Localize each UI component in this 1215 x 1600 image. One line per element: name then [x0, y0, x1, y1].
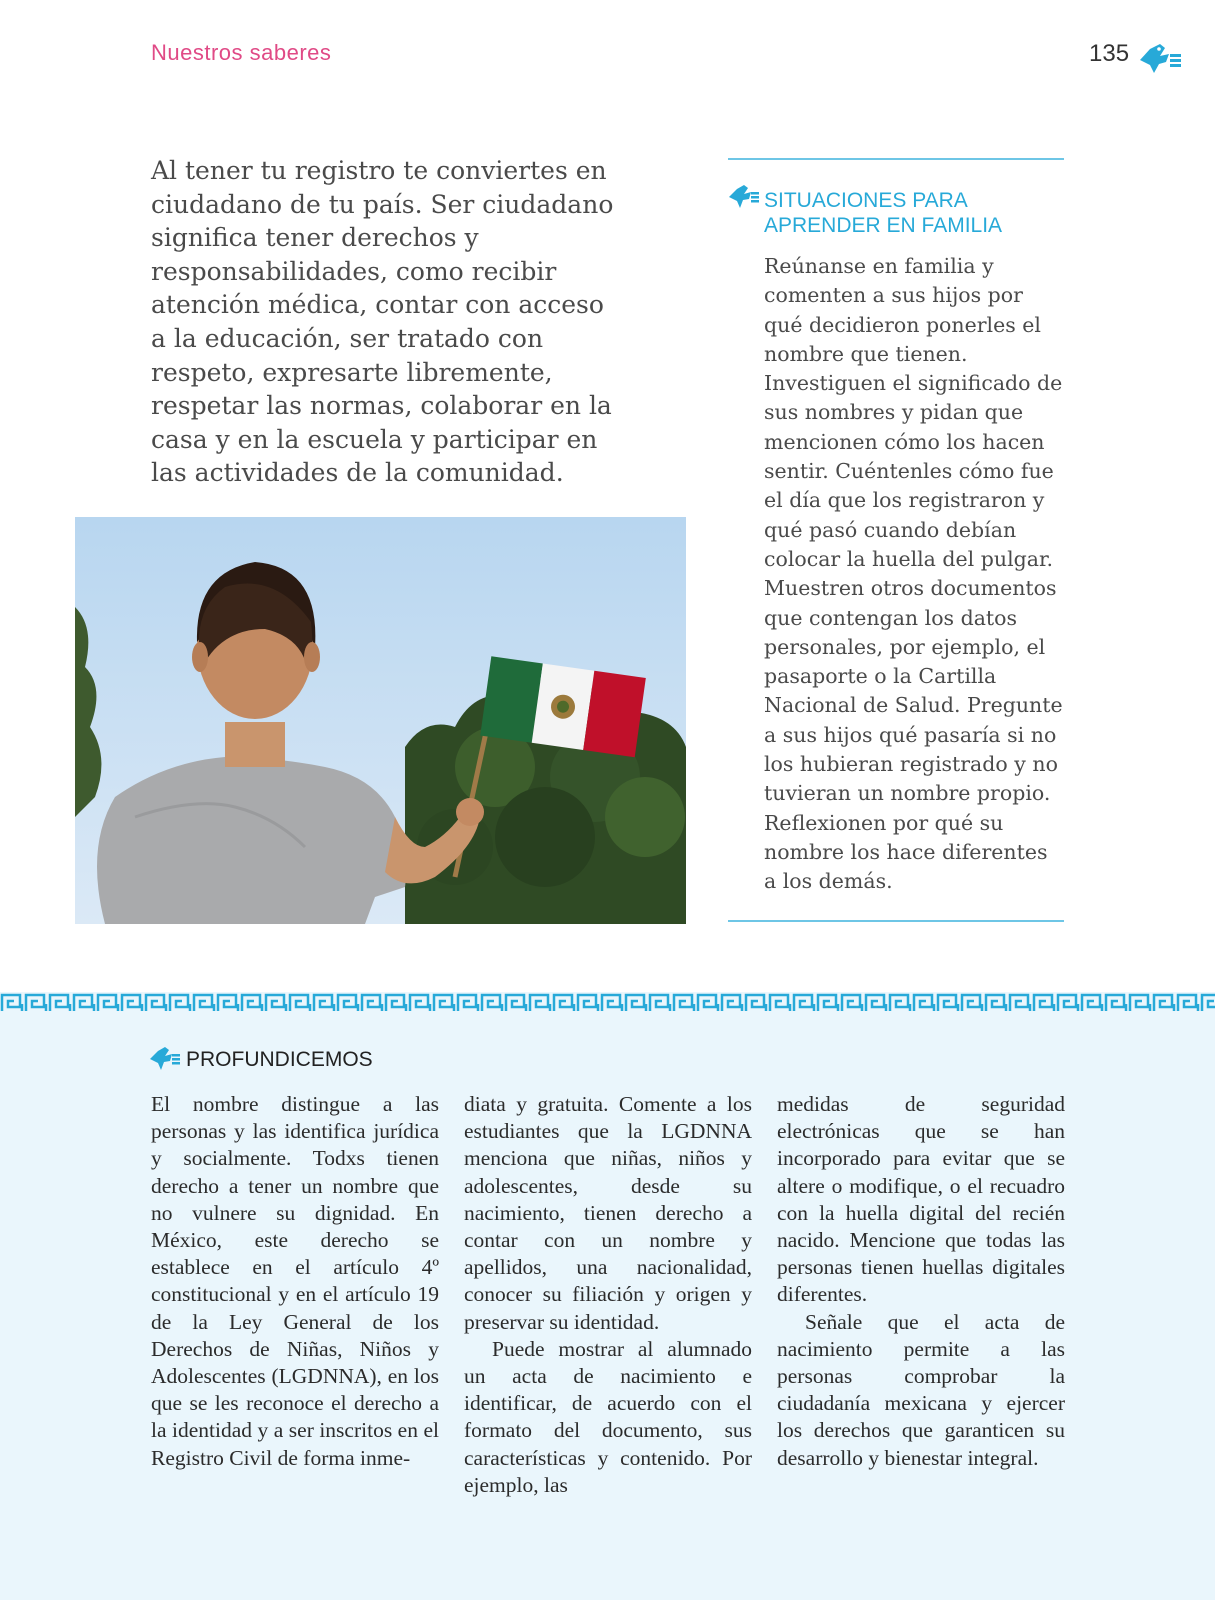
- profundicemos-column-1: [151, 1091, 439, 1472]
- section-title: Nuestros saberes: [151, 40, 332, 65]
- paragraph: Puede mostrar al alumnado un acta de nacimiento e identificar, de acuerdo con el formato del documento, sus características y contenido. Por ejemplo, las: [464, 1336, 752, 1497]
- greek-key-border: [0, 992, 1215, 1014]
- family-situations-title: SITUACIONES PARA APRENDER EN FAMILIA: [764, 189, 1003, 237]
- profundicemos-title: PROFUNDICEMOS: [186, 1048, 373, 1071]
- child-with-flag-photo: [75, 517, 686, 924]
- profundicemos-column-3: [777, 1091, 1065, 1472]
- profundicemos-column-2: [464, 1091, 752, 1499]
- page-number: 135: [1089, 40, 1130, 67]
- hummingbird-icon: [149, 1044, 181, 1072]
- paragraph: Señale que el acta de nacimiento permite a las personas comprobar la ciudadanía mexicana y ejercer los derechos que garanticen su desarrollo y bienestar integral.: [777, 1309, 1065, 1470]
- paragraph: diata y gratuita. Comente a los estudiantes que la LGDNNA menciona que niñas, niños y adolescentes, desde su nacimiento, tienen derecho a contar con un nombre y apellidos, una nacionalidad, conocer su filiación y origen y preservar su identidad.: [464, 1092, 752, 1334]
- paragraph: medidas de seguridad electrónicas que se han incorporado para evitar que se altere o modifique, o el recuadro con la huella digital del recién nacido. Mencione que todas las personas tienen huellas digitales diferentes.: [777, 1092, 1065, 1307]
- family-situations-box: [728, 158, 1064, 922]
- hummingbird-logo-icon: [1138, 40, 1182, 76]
- intro-paragraph: Al tener tu registro te conviertes en ciudadano de tu país. Ser ciudadano significa tener derechos y responsabilidades, como recibir atención médica, contar con acceso a la educación, ser tratado con respeto, expresarte libremente, respetar las normas, colaborar en la casa y en la escuela y participar en las actividades de la comunidad.: [151, 156, 614, 488]
- hummingbird-icon: [728, 182, 760, 210]
- paragraph: El nombre distingue a las personas y las identifica jurídica y socialmente. Todxs tienen derecho a tener un nombre que no vulnere su dignidad. En México, este derecho se establece en el artículo 4º constitucional y en el artículo 19 de la Ley General de los Derechos de Niñas, Niños y Adolescentes (LGDNNA), en los que se les reconoce el derecho a la identidad y a ser inscritos en el Registro Civil de forma inme-: [151, 1092, 439, 1470]
- family-situations-text: Reúnanse en familia y comenten a sus hijos por qué decidieron ponerles el nombre que tienen. Investiguen el significado de sus nombres y pidan que mencionen cómo los hacen sentir. Cuéntenles cómo fue el día que los registraron y qué pasó cuando debían colocar la huella del pulgar. Muestren otros documentos que contengan los datos personales, por ejemplo, el pasaporte o la Cartilla Nacional de Salud. Pregunte a sus hijos qué pasaría si no los hubieran registrado y no tuvieran un nombre propio. Reflexionen por qué su nombre los hace diferentes a los demás.: [764, 254, 1063, 894]
